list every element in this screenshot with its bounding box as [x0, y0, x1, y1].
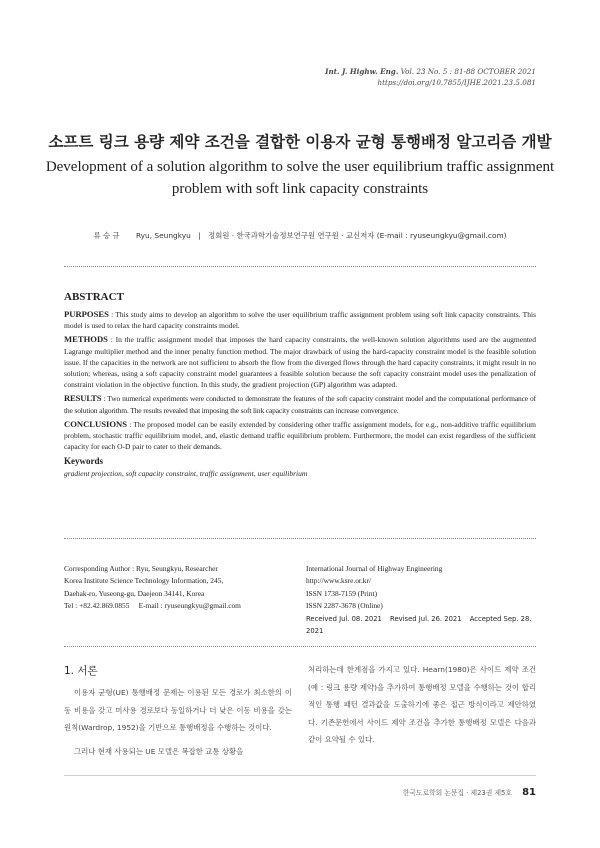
corresponding-author — [64, 563, 299, 613]
journal-info — [306, 563, 546, 637]
journal-url[interactable]: http://www.ksre.or.kr/ — [306, 576, 372, 586]
accepted-date: Accepted Sep. 28. 2021 — [306, 614, 532, 636]
issn-online: ISSN 2287-3678 (Online) — [306, 601, 383, 611]
footer — [403, 787, 536, 798]
divider-top — [64, 266, 536, 267]
author-line — [0, 230, 600, 241]
author-name-english: Ryu, Seungkyu — [135, 231, 191, 240]
corr-line4: Tel : +82.42.869.0855 E-mail : ryuseungkyu@gmail.com — [64, 601, 241, 611]
divider-bottom — [64, 646, 536, 647]
journal-citation-name: Int. J. Highw. Eng. — [325, 67, 399, 76]
corr-line2: Korea Institute Science Technology Information, 245, — [64, 576, 224, 586]
issn-print: ISSN 1738-7159 (Print) — [306, 588, 378, 598]
footer-journal: 한국도로학회 논문집 · 제23권 제5호 — [402, 789, 512, 797]
abstract-methods — [64, 334, 536, 390]
section-title: 1. 서론 — [64, 665, 98, 677]
conclusions-label: CONCLUSIONS — [64, 418, 128, 429]
corr-line1: Corresponding Author : Ryu, Seungkyu, Researcher — [64, 564, 218, 573]
title-english: Development of a solution algorithm to solve the user equilibrium traffic assignment problem with soft link capacity constraints — [45, 159, 555, 197]
title-korean: 소프트 링크 용량 제약 조건을 결합한 이용자 균형 통행배정 알고리즘 개발 — [48, 133, 552, 151]
body-paragraph: 이용자 균형(UE) 통행배정 문제는 이용된 모든 경로가 최소한의 이동 비용을 갖고 미사용 경로보다 동일하거나 더 낮은 이동 비용을 갖는 원칙(Wardrop, 1952)을 기반으로 통행배정을 수행하는 것이다. — [64, 688, 292, 733]
body-column-left — [64, 684, 292, 760]
journal-citation: Vol. 23 No. 5 : 81-88 OCTOBER 2021 — [398, 67, 536, 76]
conclusions-text: : The proposed model can be easily extended by considering other traffic assignment models, for e.g., non-additive traffic equilibrium problem, stochastic traffic equilibrium model, and, elastic demand traffic equilibrium problem. Furthermore, the model can exist regardless of the sufficient capacity for each O-D pair to cater to their demands. — [64, 419, 536, 452]
body-paragraph: 처리하는데 한계점을 가지고 있다. Hearn(1980)은 사이드 제약 조건(예 : 링크 용량 제약)을 추가하여 통행배정 모델을 수행하는 것이 합리적인 통행 패턴 결과값을 도출하기에 좋은 접근 방식이라고 제안하였다. 기존문헌에서 사이드 제약 조건을 추가한 통행배정 모델은 다음과 같이 요약될 수 있다. — [308, 665, 536, 745]
body-column-right — [308, 661, 536, 749]
methods-label: METHODS — [64, 334, 108, 345]
journal-name: International Journal of Highway Engineering — [306, 564, 443, 573]
results-label: RESULTS — [64, 393, 102, 404]
keywords-heading: Keywords — [64, 456, 103, 467]
footer-rule — [64, 775, 536, 776]
author-name-korean: 류 승 규 — [93, 231, 120, 240]
revised-date: Revised Jul. 26. 2021 — [390, 614, 462, 623]
received-date: Received Jul. 08. 2021 — [306, 614, 382, 623]
article-dates — [306, 613, 546, 638]
author-separator: | — [198, 231, 201, 240]
keywords-text: gradient projection, soft capacity constraint, traffic assignment, user equilibrium — [64, 469, 308, 479]
journal-header — [325, 66, 536, 88]
purposes-label: PURPOSES — [64, 309, 109, 319]
doi-link[interactable]: https://doi.org/10.7855/IJHE.2021.23.5.081 — [377, 78, 536, 87]
body-paragraph: 그러나 현재 사용되는 UE 모델은 복잡한 교통 상황을 — [74, 746, 244, 756]
abstract-heading: ABSTRACT — [64, 291, 124, 303]
abstract-results — [64, 393, 536, 415]
abstract-purposes — [64, 309, 536, 331]
corr-line3: Daehak-ro, Yuseong-gu, Daejeon 34141, Korea — [64, 588, 205, 598]
author-affiliation: 정회원 · 한국과학기술정보연구원 연구원 · 교신저자 (E-mail : ryuseungkyu@gmail.com) — [208, 231, 507, 240]
results-text: : Two numerical experiments were conducted to demonstrate the features of the soft capacity constraint model and the computational performance of the solution algorithm. The results revealed that imposing the soft link capacity constraints can increase convergence. — [64, 394, 536, 415]
page-number: 81 — [522, 787, 536, 798]
purposes-text: : This study aims to develop an algorithm to solve the user equilibrium traffic assignment problem using soft link capacity constraints. This model is used to relax the hard capacity constraints model. — [64, 310, 536, 331]
methods-text: : In the traffic assignment model that imposes the hard capacity constraints, the well-known solution algorithms used are the augmented Lagrange multiplier method and the inner penalty function method. The major drawback of using the hard-capacity constraint model is the feasible solution issue. If the capacities in the network are not sufficient to absorb the flow from the diverged flows through the hard capacity constraints, it might result in no solution; whereas, using a soft capacity constraint model guarantees a feasible solution because the soft capacity constraint model uses the penalization of constraint violation in the objective function. In this study, the gradient projection (GP) algorithm was adapted. — [64, 335, 536, 390]
abstract — [64, 291, 536, 483]
divider-middle — [64, 538, 536, 539]
abstract-conclusions — [64, 419, 536, 453]
